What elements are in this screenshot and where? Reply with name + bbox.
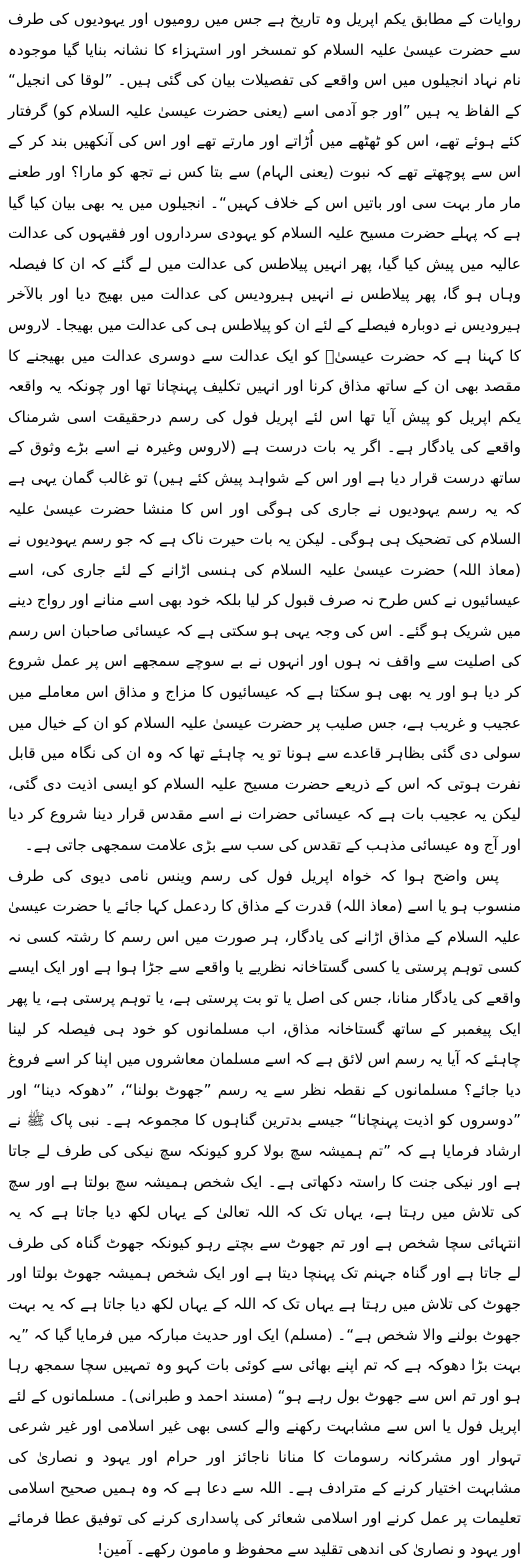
paragraph-2: پس واضح ہوا کہ خواہ اپریل فول کی رسم وینس نامی دیوی کی طرف منسوب ہو یا اسے (معاذ اللہ) قدرت کے مذاق کا ردعمل کہا جائے یا حضرت عیسیٰ علیہ السلام کے مذاق اڑانے کی یادگار، ہر صورت میں اس رسم کا رشتہ کسی نہ کسی توہم پرستی یا کسی گستاخانہ نظریے یا واقعے سے جڑا ہوا ہے اور ایک ایسے واقعے کی یادگار منانا، جس کی اصل یا تو بت پرستی ہے، یا توہم پرستی ہے، یا پھر ایک پیغمبر کے ساتھ گستاخانہ مذاق، اب مسلمانوں کو خود ہی فیصلہ کر لینا چاہئے کہ آیا یہ رسم اس لائق ہے کہ اسے مسلمان معاشروں میں اپنا کر اسے فروغ دیا جائے؟ مسلمانوں کے نقطہ نظر سے یہ رسم ”جھوٹ بولنا“، ”دھوکہ دینا“ اور ”دوسروں کو اذیت پہنچانا“ جیسے بدترین گناہوں کا مجموعہ ہے۔ نبی پاک ﷺ نے ارشاد فرمایا ہے کہ ”تم ہمیشہ سچ بولا کرو کیونکہ سچ نیکی کی طرف لے جاتا ہے اور نیکی جنت کا راستہ دکھاتی ہے۔ ایک شخص ہمیشہ سچ بولتا ہے اور سچ کی تلاش میں رہتا ہے، یہاں تک کہ اللہ تعالیٰ کے یہاں لکھ دیا جاتا ہے کہ یہ انتہائی سچا شخص ہے اور تم جھوٹ سے بچتے رہو کیونکہ جھوٹ گناہ کی طرف لے جاتا ہے اور گناہ جہنم تک پہنچا دیتا ہے اور ایک شخص ہمیشہ جھوٹ بولتا اور جھوٹ کی تلاش میں رہتا ہے یہاں تک کہ اللہ کے یہاں لکھ دیا جاتا ہے کہ یہ بہت جھوٹ بولنے والا شخص ہے“۔ (مسلم) ایک اور حدیث مبارکہ میں فرمایا گیا کہ ”یہ بہت بڑا دھوکہ ہے کہ تم اپنے بھائی سے کوئی بات کہو وہ تمہیں سچا سمجھ رہا ہو اور تم اس سے جھوٹ بول رہے ہو“ (مسند احمد و طبرانی)۔ مسلمانوں کے لئے اپریل فول یا اس سے مشابہت رکھنے والے کسی بھی غیر اسلامی اور غیر شرعی تہوار اور مشرکانہ رسومات کا منانا ناجائز اور حرام اور یہود و نصاریٰ کی مشابہت اختیار کرنے کے مترادف ہے۔ اللہ سے دعا ہے کہ وہ ہمیں صحیح اسلامی تعلیمات پر عمل کرنے اور اسلامی شعائر کی پاسداری کرنے کی توفیق عطا فرمائے اور یہود و نصاریٰ کی اندھی تقلید سے محفوظ و مامون رکھے۔ آمین! [8,866,521,1558]
paragraph-1: روایات کے مطابق یکم اپریل وہ تاریخ ہے جس میں رومیوں اور یہودیوں کی طرف سے حضرت عیسیٰ علیہ السلام کو تمسخر اور استہزاء کا نشانہ بنایا گیا موجودہ نام نہاد انجیلوں میں اس واقعے کی تفصیلات بیان کی گئی ہیں۔ ”لوقا کی انجیل“ کے الفاظ یہ ہیں ”اور جو آدمی اسے (یعنی حضرت عیسیٰ علیہ السلام کو) گرفتار کئے ہوئے تھے، اس کو ٹھٹھے میں اُڑاتے اور مارتے تھے اور اس کی آنکھیں بند کر کے اس سے پوچھتے تھے کہ نبوت (یعنی الہام) سے بتا کس نے تجھ کو مارا؟ اور طعنے مار مار بہت سی اور باتیں اس کے خلاف کہیں“۔ انجیلوں میں یہ بھی بیان کیا گیا ہے کہ پہلے حضرت مسیح علیہ السلام کو یہودی سرداروں اور فقیہوں کی عدالت عالیہ میں پیش کیا گیا، پھر انہیں پیلاطس کی عدالت میں لے گئے کہ ان کا فیصلہ وہاں ہو گا، پھر پیلاطس نے انہیں ہیرودیس کی عدالت میں بھیج دیا اور بالآخر ہیرودیس نے دوبارہ فیصلے کے لئے ان کو پیلاطس ہی کی عدالت میں بھیجا۔ لاروس کا کہنا ہے کہ حضرت عیسیٰؑ کو ایک عدالت سے دوسری عدالت میں بھیجنے کا مقصد بھی ان کے ساتھ مذاق کرنا اور انہیں تکلیف پہنچانا تھا اور چونکہ یہ واقعہ یکم اپریل کو پیش آیا تھا اس لئے اپریل فول کی رسم درحقیقت اسی شرمناک واقعے کی یادگار ہے۔ اگر یہ بات درست ہے (لاروس وغیرہ نے اسے بڑے وثوق کے ساتھ درست قرار دیا ہے اور اس کے شواہد پیش کئے ہیں) تو غالب گمان یہی ہے کہ یہ رسم یہودیوں نے جاری کی ہوگی اور اس کا منشا حضرت عیسیٰ علیہ السلام کی تضحیک ہی ہوگی۔ لیکن یہ بات حیرت ناک ہے کہ جو رسم یہودیوں نے (معاذ اللہ) حضرت عیسیٰ علیہ السلام کی ہنسی اڑانے کے لئے جاری کی، اسے عیسائیوں نے کس طرح نہ صرف قبول کر لیا بلکہ خود بھی اسے منانے اور رواج دینے میں شریک ہو گئے۔ اس کی وجہ یہی ہو سکتی ہے کہ عیسائی صاحبان اس رسم کی اصلیت سے واقف نہ ہوں اور انہوں نے بے سوچے سمجھے اس پر عمل شروع کر دیا ہو اور یہ بھی ہو سکتا ہے کہ عیسائیوں کا مزاج و مذاق اس معاملے میں عجیب و غریب ہے، جس صلیب پر حضرت عیسیٰ علیہ السلام کو ان کے خیال میں سولی دی گئی بظاہر قاعدے سے ہونا تو یہ چاہئے تھا کہ وہ ان کی نگاہ میں قابل نفرت ہوتی کہ اس کے ذریعے حضرت مسیح علیہ السلام کو ایسی اذیت دی گئی، لیکن یہ عجیب بات ہے کہ عیسائی حضرات نے اسے مقدس قرار دینا شروع کر دیا اور آج وہ عیسائی مذہب کے تقدس کی سب سے بڑی علامت سمجھی جاتی ہے۔ [8,10,521,855]
